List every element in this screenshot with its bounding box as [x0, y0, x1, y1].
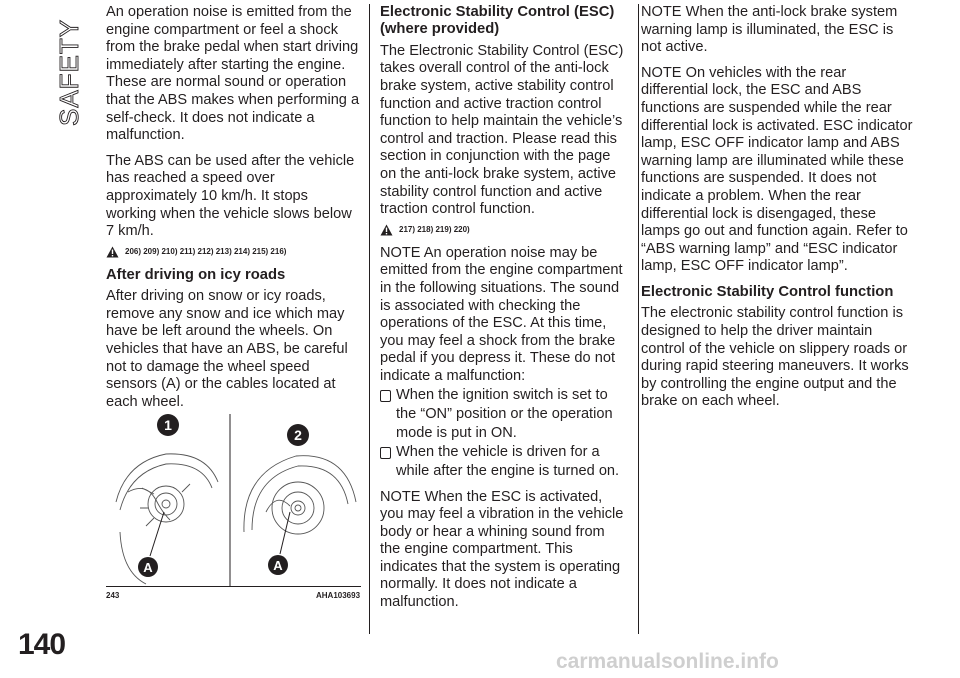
- warning-references: [106, 245, 360, 259]
- callout-1-label: 1: [164, 417, 172, 433]
- page-number: 140: [18, 628, 66, 661]
- warning-reference-numbers: 206) 209) 210) 211) 212) 213) 214) 215) 216): [125, 246, 287, 256]
- abs-warning-lamp-note: NOTE When the anti-lock brake system warning lamp is illuminated, the ESC is not active.: [641, 4, 898, 56]
- esc-warning-references: [380, 223, 628, 237]
- icy-roads-heading: After driving on icy roads: [106, 266, 286, 283]
- list-item: [380, 386, 628, 443]
- column-divider-2: [638, 4, 639, 634]
- esc-function-heading: Electronic Stability Control function: [641, 283, 894, 300]
- esc-vibration-note: NOTE When the ESC is activated, you may feel a vibration in the vehicle body or hear a whining sound from the engine compartment. This indicates that the system is operating normally. It does not indicate a malfunction.: [380, 488, 624, 611]
- column-divider-1: [369, 4, 370, 634]
- warning-reference-numbers: 217) 218) 219) 220): [399, 224, 470, 234]
- column-3: [641, 4, 913, 419]
- front-wheel-drawing: [116, 454, 218, 584]
- list-item-text: When the vehicle is driven for a while after the engine is turned on.: [396, 443, 620, 479]
- figure-code: AHA103693: [316, 591, 361, 600]
- figure-caption-rule: [106, 586, 361, 587]
- warning-triangle-icon: [380, 224, 393, 236]
- abs-self-check-paragraph: An operation noise is emitted from the engine compartment or feel a shock from the brake pedal when start driving immediately after starting the engine. These are normal sound or operation that the ABS makes when performing a self-check. It does not indicate a malfunction.: [106, 4, 360, 144]
- callout-a1-label: A: [143, 560, 153, 575]
- column-2: [380, 4, 628, 620]
- abs-speed-paragraph: The ABS can be used after the vehicle has reached a speed over approximately 10 km/h. It stops working when the vehicle slows below 7 km/h.: [106, 152, 355, 240]
- warning-triangle-icon: [106, 246, 119, 258]
- site-watermark: carmanualsonline.info: [556, 650, 779, 673]
- callout-2-label: 2: [294, 427, 302, 443]
- esc-noise-note: NOTE An operation noise may be emitted from the engine compartment in the following situations. The sound is associated with checking the operations of the ESC. At this time, you may feel a shock from the brake pedal if you depress it. These do not indicate a malfunction:: [380, 244, 623, 384]
- figure-number: 243: [106, 591, 120, 600]
- section-side-label: [6, 16, 86, 136]
- rear-diff-lock-note: NOTE On vehicles with the rear differential lock, the ESC and ABS functions are suspended while the rear differential lock is activated. ESC indicator lamp, ESC OFF indicator lamp and ABS warning lamp are illuminated while these functions are suspended. It does not indicate a problem. When the rear differential lock is disengaged, these lamps go out and function again. Refer to “ABS warning lamp” and “ESC indicator lamp, ESC OFF indicator lamp”.: [641, 64, 913, 275]
- wheel-sensor-figure: [106, 412, 361, 598]
- esc-heading: Electronic Stability Control (ESC) (where provided): [380, 4, 615, 38]
- rear-wheel-drawing: [244, 456, 356, 534]
- checkbox-bullet-icon: [380, 390, 391, 402]
- esc-function-paragraph: The electronic stability control function is designed to help the driver maintain control of the vehicle on slippery roads or during rapid steering maneuvers. It works by controlling the engine output and the brake on each wheel.: [641, 305, 909, 410]
- esc-intro-paragraph: The Electronic Stability Control (ESC) takes overall control of the anti-lock brake system, active stability control function and active traction control function to help maintain the vehicle’s control and traction. Please read this section in conjunction with the page on the anti-lock brake system, active stability control function and active traction control function.: [380, 42, 624, 218]
- list-item: [380, 443, 628, 481]
- column-1: [106, 4, 360, 419]
- icy-roads-paragraph: After driving on snow or icy roads, remove any snow and ice which may have be left around the wheels. On vehicles that have an ABS, be careful not to damage the wheel speed sensors (A) or the cables located at each wheel.: [106, 288, 348, 410]
- list-item-text: When the ignition switch is set to the “ON” position or the operation mode is put in ON.: [396, 386, 613, 441]
- section-label-text: SAFETY: [54, 18, 84, 126]
- wheel-sensor-illustration: [106, 412, 361, 598]
- checkbox-bullet-icon: [380, 447, 391, 459]
- callout-a2-label: A: [273, 558, 283, 573]
